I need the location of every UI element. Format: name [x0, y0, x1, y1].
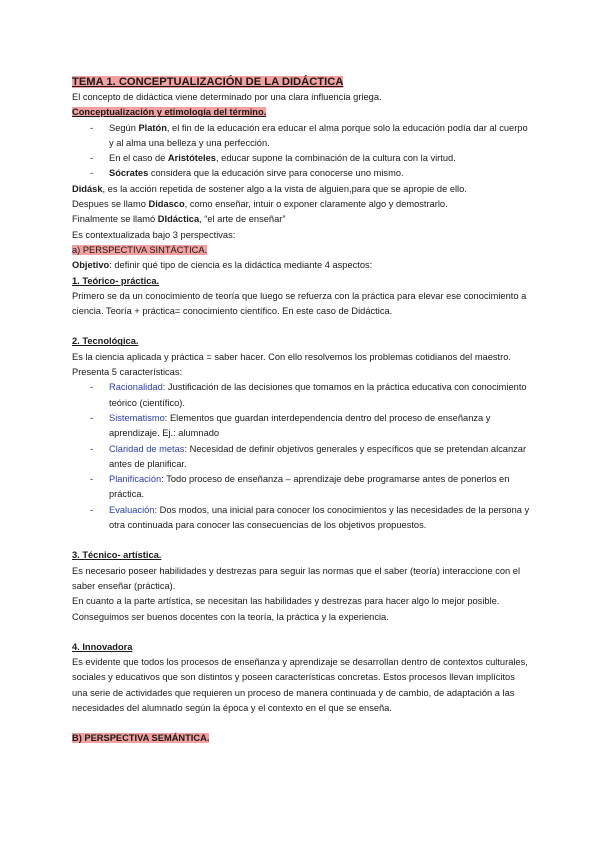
- aspect-2-text: Es la ciencia aplicada y práctica = saber hacer. Con ello resolvemos los problemas cotidianos del maestro. Presenta 5 características:: [72, 351, 511, 378]
- aspect-1-text: Primero se da un conocimiento de teoría que luego se refuerza con la práctica para elevar ese conocimiento a ciencia. Teoría + práctica= conocimiento científico. En este caso de Didáctica.: [72, 290, 527, 317]
- perspectives-intro: Es contextualizada bajo 3 perspectivas:: [72, 229, 236, 240]
- spacer: [72, 319, 532, 334]
- list-item: - Racionalidad: Justificación de las decisiones que tomamos en la práctica educativa con conocimiento teórico (científico).: [90, 382, 527, 408]
- intro-text: El concepto de didáctica viene determinado por una clara influencia griega.: [72, 92, 382, 102]
- spacer: [72, 625, 532, 640]
- list-item: - Planificación: Todo proceso de enseñanza – aprendizaje debe programarse antes de ponerlos en práctica.: [90, 474, 510, 500]
- spacer: [72, 716, 532, 731]
- list-item: - Evaluación: Dos modos, una inicial para conocer los conocimientos y las necesidades de la persona y otra continuada para conocer las consecuencias de los objetivos propuestos.: [90, 504, 530, 531]
- aspect-2-heading: 2. Tecnológica.: [72, 336, 139, 347]
- list-item: - Sócrates considera que la educación sirve para conocerse uno mismo.: [90, 168, 404, 179]
- didasco-text: Despues se llamo Didasco, como enseñar, intuir o exponer claramente algo y demostrarlo.: [72, 199, 448, 210]
- aspect-3-text-1: Es necesario poseer habilidades y destrezas para seguir las normas que el saber (teoría) interaccione con el saber enseñar (práctica).: [72, 565, 521, 591]
- list-item: - Claridad de metas: Necesidad de definir objetivos generales y específicos que se pretendan alcanzar antes de planificar.: [90, 443, 527, 469]
- aspect-3-text-2: En cuanto a la parte artística, se necesitan las habilidades y destrezas para hacer algo lo mejor posible. Conseguimos ser buenos docentes con la teoría, la práctica y la experiencia.: [72, 596, 500, 622]
- etymology-heading: Conceptualización y etimología del término.: [72, 107, 267, 118]
- aspect-3-heading: 3. Técnico- artística.: [72, 550, 162, 561]
- didactica-text: Finalmente se llamó DIdáctica, “el arte de enseñar”: [72, 214, 286, 225]
- aspect-4-text: Es evidente que todos los procesos de enseñanza y aprendizaje se desarrollan dentro de contextos culturales, sociales y educativos que son distintos y poseen características concretas. Estos procesos llevan implícitos una serie de actividades que requieren un proceso de manera continuada y de cambio, de adaptación a las necesidades del alumnado según la época y el contexto en el que se enseña.: [72, 657, 528, 713]
- aspect-1-heading: 1. Teórico- práctica.: [72, 275, 160, 286]
- spacer: [72, 533, 532, 548]
- list-item: - En el caso de Aristóteles, educar supone la combinación de la cultura con la virtud.: [90, 153, 456, 164]
- section-a-heading: a) PERSPECTIVA SINTÁCTICA.: [72, 244, 208, 255]
- list-item: - Según Platón, el fin de la educación era educar el alma porque solo la educación podía dar al cuerpo y al alma una belleza y una perfección.: [90, 122, 528, 148]
- page-title: TEMA 1. CONCEPTUALIZACIÓN DE LA DIDÁCTICA: [72, 76, 344, 88]
- list-item: - Sistematismo: Elementos que guardan interdependencia dentro del proceso de enseñanza y aprendizaje. Ej.: alumnado: [90, 412, 491, 439]
- aspect-4-heading: 4. Innovadora: [72, 641, 133, 652]
- didask-text: Didásk, es la acción repetida de sostener algo a la vista de alguien,para que se apropie de ello.: [72, 183, 467, 194]
- document-body: [72, 74, 532, 747]
- characteristics-list: [72, 380, 532, 533]
- objective-text: Objetivo: definir qué tipo de ciencia es la didáctica mediante 4 aspectos:: [72, 260, 373, 271]
- etymology-list: [72, 121, 532, 182]
- section-b-heading: B) PERSPECTIVA SEMÁNTICA.: [72, 733, 210, 744]
